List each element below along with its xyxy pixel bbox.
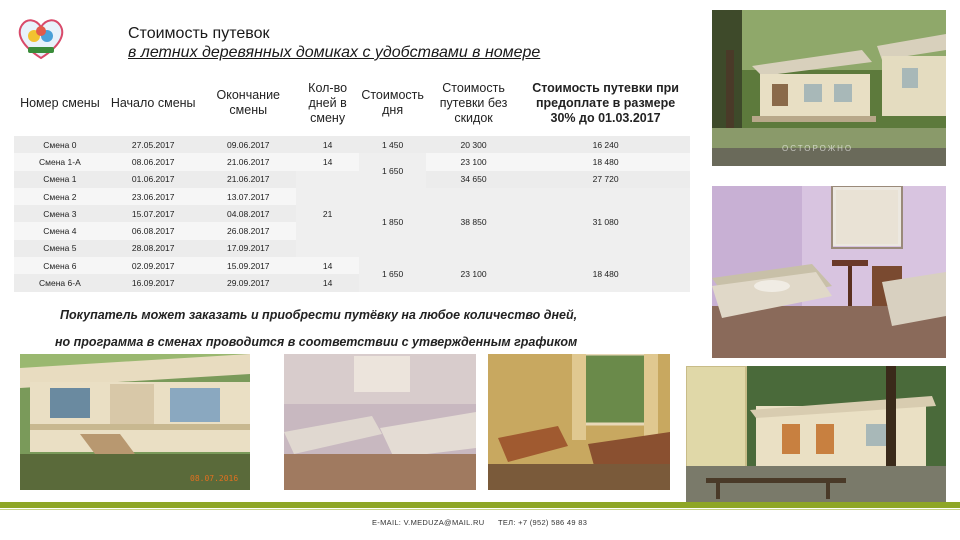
table-row <box>14 136 690 153</box>
col-header-start: Начало смены <box>106 70 201 136</box>
cell-price-full: 23 100 <box>426 257 521 292</box>
cell-end: 21.06.2017 <box>201 153 296 170</box>
footer-accent-bar <box>0 502 960 508</box>
photo-room-window <box>488 354 670 490</box>
cell-price-prepaid: 27 720 <box>521 171 690 188</box>
cell-start: 16.09.2017 <box>106 274 201 291</box>
cell-end: 29.09.2017 <box>201 274 296 291</box>
photo-cottage-exterior <box>712 10 946 166</box>
cell-day-price: 1 850 <box>359 188 426 257</box>
cell-price-prepaid: 18 480 <box>521 153 690 170</box>
cell-start: 08.06.2017 <box>106 153 201 170</box>
title-line-2: в летних деревянных домиках с удобствами в номере <box>128 44 541 61</box>
cell-end: 13.07.2017 <box>201 188 296 205</box>
photo-date-stamp: 08.07.2016 <box>190 474 239 483</box>
page-title <box>128 24 540 62</box>
cell-start: 28.08.2017 <box>106 240 201 257</box>
cell-shift: Смена 5 <box>14 240 106 257</box>
cell-price-prepaid: 18 480 <box>521 257 690 292</box>
table-row <box>14 257 690 274</box>
table-row <box>14 171 690 188</box>
cell-price-prepaid: 31 080 <box>521 188 690 257</box>
photo-room-interior <box>712 186 946 358</box>
cell-end: 15.09.2017 <box>201 257 296 274</box>
cell-end: 09.06.2017 <box>201 136 296 153</box>
cell-price-full: 23 100 <box>426 153 521 170</box>
cell-days: 14 <box>296 274 359 291</box>
cell-shift: Смена 2 <box>14 188 106 205</box>
cell-start: 15.07.2017 <box>106 205 201 222</box>
cell-end: 17.09.2017 <box>201 240 296 257</box>
photo-room-beds <box>284 354 476 490</box>
cell-start: 06.08.2017 <box>106 222 201 239</box>
cell-shift: Смена 3 <box>14 205 106 222</box>
col-header-price-full: Стоимость путевки без скидок <box>426 70 521 136</box>
cell-price-full: 38 850 <box>426 188 521 257</box>
table-header-row <box>14 70 690 136</box>
cell-end: 04.08.2017 <box>201 205 296 222</box>
cell-days: 14 <box>296 153 359 170</box>
note-line-1: Покупатель может заказать и приобрести путёвку на любое количество дней, <box>60 308 578 322</box>
col-header-day-price: Стоимость дня <box>359 70 426 136</box>
cell-shift: Смена 6 <box>14 257 106 274</box>
cell-end: 21.06.2017 <box>201 171 296 188</box>
col-header-shift: Номер смены <box>14 70 106 136</box>
cell-day-price: 1 450 <box>359 136 426 153</box>
cell-shift: Смена 1-А <box>14 153 106 170</box>
cell-shift: Смена 4 <box>14 222 106 239</box>
cell-start: 01.06.2017 <box>106 171 201 188</box>
cell-start: 27.05.2017 <box>106 136 201 153</box>
cell-shift: Смена 0 <box>14 136 106 153</box>
title-line-1: Стоимость путевок <box>128 25 270 42</box>
cell-shift: Смена 6-А <box>14 274 106 291</box>
cell-days: 14 <box>296 257 359 274</box>
cell-days: 14 <box>296 136 359 153</box>
footer-phone: ТЕЛ: +7 (952) 586 49 83 <box>498 518 588 527</box>
col-header-end: Окончание смены <box>201 70 296 136</box>
note-line-2: но программа в сменах проводится в соответствии с утвержденным графиком <box>55 335 578 349</box>
footer-email: E-MAIL: V.MEDUZA@MAIL.RU <box>372 518 485 527</box>
cell-day-price: 1 650 <box>359 257 426 292</box>
cell-days: 21 <box>296 171 359 257</box>
footer-divider <box>0 509 960 510</box>
cell-shift: Смена 1 <box>14 171 106 188</box>
cell-price-full: 34 650 <box>426 171 521 188</box>
col-header-days: Кол-во дней в смену <box>296 70 359 136</box>
cell-price-prepaid: 16 240 <box>521 136 690 153</box>
col-header-price-prepaid: Стоимость путевки при предоплате в размере 30% до 01.03.2017 <box>521 70 690 136</box>
table-row <box>14 153 690 170</box>
cell-price-full: 20 300 <box>426 136 521 153</box>
photo-cottage-veranda <box>20 354 250 490</box>
cell-day-price: 1 650 <box>359 153 426 188</box>
photo-watermark: ОСТОРОЖНО <box>782 144 854 153</box>
cell-start: 23.06.2017 <box>106 188 201 205</box>
cell-start: 02.09.2017 <box>106 257 201 274</box>
cell-end: 26.08.2017 <box>201 222 296 239</box>
price-table <box>14 70 690 292</box>
photo-cottage-side <box>686 366 946 502</box>
camp-logo <box>14 14 68 62</box>
